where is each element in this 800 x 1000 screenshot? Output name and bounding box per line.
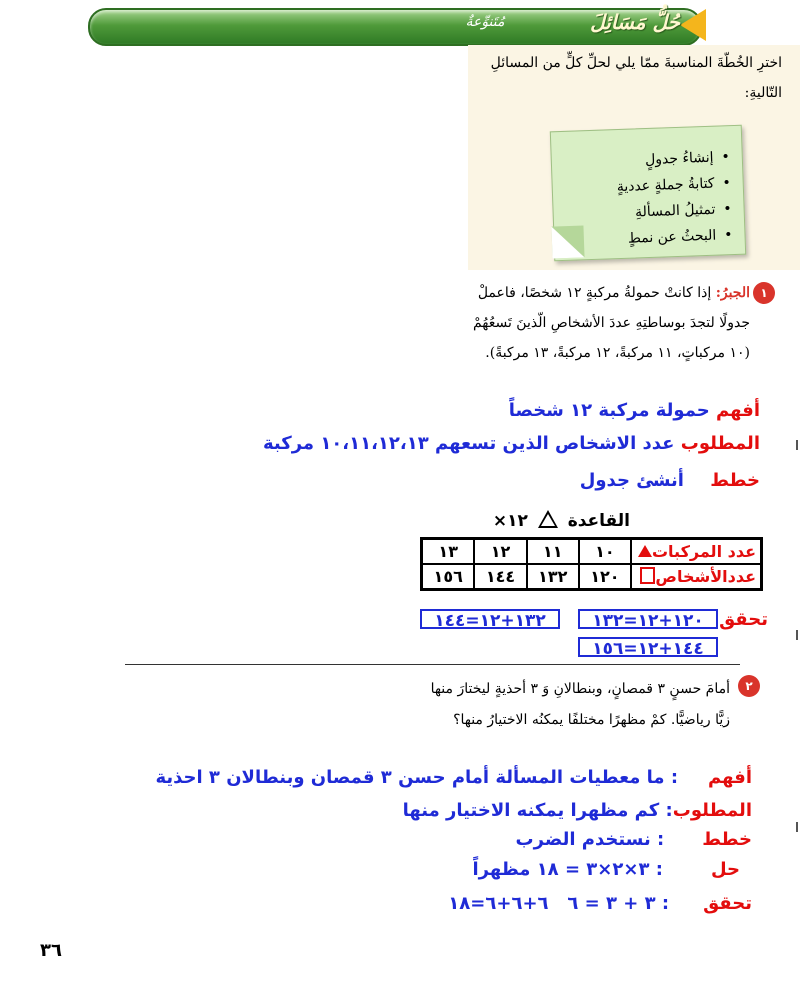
margin-tick [796, 440, 798, 450]
p1-understand-text: حمولة مركبة ١٢ شخصاً [508, 400, 710, 421]
table-cell: ١٢ [474, 539, 526, 565]
strategy-item: • إنشاءُ جدولٍ [569, 144, 730, 176]
p2-check-text: : ٣ + ٣ = ٦ ٦+٦+٦=١٨ [448, 893, 670, 914]
p2-check-label: تحقق [703, 893, 752, 914]
margin-tick [796, 630, 798, 640]
p1-required-label: المطلوب [680, 433, 760, 454]
table-cell: ١٤٤ [474, 564, 526, 590]
p2-solve-label: حل [710, 859, 740, 880]
square-icon [640, 567, 655, 584]
vehicles-table [420, 537, 763, 591]
p1-plan-text: أنشئ جدول [579, 470, 684, 491]
page-title: حُلُّ مَسَائِلَ [590, 10, 680, 34]
p2-understand-label: أفهم [708, 767, 752, 788]
note-fold [551, 225, 584, 258]
check-box: ١٢٠+١٢=١٣٢ [578, 609, 718, 629]
table-row-header: عددالأشخاص [631, 564, 762, 590]
p1-understand [509, 400, 760, 421]
p1-plan-label: خطط [710, 470, 760, 491]
p1-required [263, 433, 760, 454]
p2-required [403, 800, 752, 821]
strategy-item: • تمثيلُ المسألةِ [571, 196, 732, 228]
triangle-icon [538, 510, 558, 528]
table-cell: ١٣ [422, 539, 475, 565]
p2-plan [516, 829, 752, 850]
divider [125, 664, 740, 665]
strategy-list [569, 144, 733, 254]
intro-text: اخترِ الخُطّةَ المناسبةَ ممّا يلي لحلِّ كلٍّ من المسائلِ التّاليةِ: [490, 55, 782, 101]
page-number: ٣٦ [40, 940, 62, 961]
margin-tick [796, 822, 798, 832]
p1-required-text: عدد الاشخاص الذين تسعهم ١٠،١١،١٢،١٣ مركبة [262, 433, 675, 454]
problem-1-text [460, 278, 750, 368]
table-row [422, 539, 762, 565]
rule-expression: ١٢× [492, 511, 528, 531]
p2-check [448, 893, 752, 914]
triangle-icon [638, 545, 652, 557]
table-row-header: عدد المركبات [631, 539, 762, 565]
p1-plan [580, 470, 760, 491]
table-cell: ١٠ [579, 539, 631, 565]
p2-plan-text: : نستخدم الضرب [515, 829, 665, 850]
p2-required-label: المطلوب [672, 800, 752, 821]
p2-understand-text: : ما معطيات المسألة أمام حسن ٣ قمصان وبنطالان ٣ احذية [155, 767, 679, 788]
p2-solve-text: : ٣×٢×٣ = ١٨ مظهراً [472, 859, 663, 880]
table-cell: ١١ [527, 539, 579, 565]
problem-number-badge: ٢ [738, 675, 760, 697]
p2-required-text: : كم مظهرا يمكنه الاختيار منها [402, 800, 673, 821]
table-cell: ١٣٢ [527, 564, 579, 590]
strategy-item: • البحثُ عن نمطٍ [572, 222, 733, 254]
p2-plan-label: خطط [702, 829, 752, 850]
check-box: ١٣٢+١٢=١٤٤ [420, 609, 560, 629]
p2-understand [155, 767, 752, 788]
problem-2-statement: أمامَ حسنٍ ٣ قمصانٍ، وبنطالانِ وَ ٣ أحذيةٍ ليختارَ منها زيًّا رياضيًّا. كمْ مظهرًا مختلفًا يمكنُه الاختيارُ منها؟ [430, 681, 730, 728]
check-box: ١٤٤+١٢=١٥٦ [578, 637, 718, 657]
p2-solve [472, 859, 740, 880]
table-cell: ١٥٦ [422, 564, 475, 590]
p1-understand-label: أفهم [716, 400, 760, 421]
table-row [422, 564, 762, 590]
problem-number-badge: ١ [753, 282, 775, 304]
strategy-item: • كتابةُ جملةٍ عدديةٍ [570, 170, 731, 202]
p1-check-label: تحقق [719, 609, 768, 630]
problem-1-statement: إذا كانتْ حمولةُ مركبةٍ ١٢ شخصًا، فاعملْ جدولًا لتجدَ بوساطتِهِ عددَ الأشخاصِ الّذينَ تَسعُهُمْ (١٠ مركباتٍ، ١١ مركبةً، ١٢ مركبةً، ١٣ مركبةً). [472, 285, 750, 361]
page-subtitle: مُتَنوِّعةٌ [465, 14, 505, 30]
p1-rule [490, 510, 630, 531]
table-cell: ١٢٠ [579, 564, 631, 590]
rule-label: القاعدة [567, 511, 630, 531]
banner-arrow-icon [680, 9, 706, 41]
problem-1-label: الجبرُ: [715, 285, 750, 301]
